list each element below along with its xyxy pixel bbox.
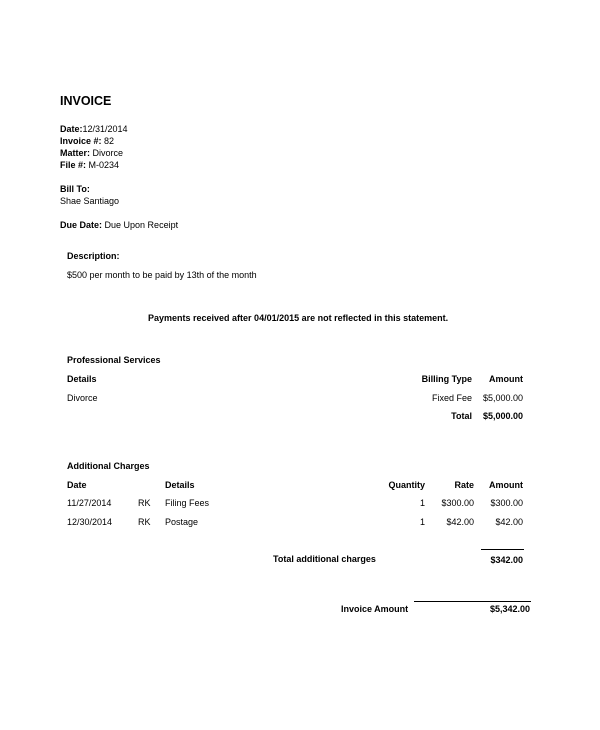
ac-col-amount: Amount	[489, 480, 523, 490]
invoice-amount-rule	[414, 601, 531, 602]
due-date-value: Due Upon Receipt	[104, 220, 179, 230]
invoice-amount-label: Invoice Amount	[341, 604, 409, 614]
ac-row-amount: $300.00	[490, 498, 523, 508]
ps-total-value: $5,000.00	[482, 411, 523, 421]
ac-row-quantity: 1	[419, 517, 425, 527]
matter-value: Divorce	[92, 148, 124, 158]
ac-col-quantity: Quantity	[388, 480, 425, 490]
ac-row-quantity: 1	[419, 498, 425, 508]
payment-notice: Payments received after 04/01/2015 are not reflected in this statement.	[148, 313, 449, 323]
date-label: Date:	[60, 124, 83, 134]
matter-label: Matter:	[60, 148, 91, 158]
ps-row-billing-type: Fixed Fee	[431, 393, 472, 403]
matter-line	[60, 148, 123, 158]
ps-row-details: Divorce	[67, 393, 98, 403]
ac-total-value: $342.00	[490, 555, 523, 565]
ac-row-date: 12/30/2014	[67, 517, 113, 527]
ps-total-label: Total	[451, 411, 472, 421]
ac-col-rate: Rate	[454, 480, 474, 490]
ac-total-label: Total additional charges	[273, 554, 376, 564]
bill-to-name: Shae Santiago	[60, 196, 120, 206]
invoice-title: INVOICE	[60, 94, 112, 108]
ac-col-details: Details	[165, 480, 195, 490]
invoice-number-label: Invoice #:	[60, 136, 102, 146]
file-number-value: M-0234	[88, 160, 120, 170]
invoice-number-line	[60, 136, 114, 146]
additional-charges-heading: Additional Charges	[67, 461, 150, 471]
ac-total-rule	[481, 549, 524, 550]
bill-to-label: Bill To:	[60, 184, 90, 194]
ps-col-amount: Amount	[489, 374, 523, 384]
ac-row-amount: $42.00	[495, 517, 523, 527]
ac-col-date: Date	[67, 480, 87, 490]
date-line	[60, 124, 128, 134]
due-date-line	[60, 220, 178, 230]
ac-row-details: Filing Fees	[165, 498, 210, 508]
file-number-line	[60, 160, 119, 170]
invoice-amount-value: $5,342.00	[489, 604, 530, 614]
ac-row-rate: $42.00	[446, 517, 474, 527]
ps-col-details: Details	[67, 374, 97, 384]
professional-services-heading: Professional Services	[67, 355, 161, 365]
invoice-number-value: 82	[104, 136, 115, 146]
description-text: $500 per month to be paid by 13th of the month	[67, 270, 257, 280]
ps-col-billing-type: Billing Type	[421, 374, 472, 384]
ac-row-date: 11/27/2014	[67, 498, 112, 508]
date-value: 12/31/2014	[82, 124, 128, 134]
file-number-label: File #:	[60, 160, 87, 170]
description-label: Description:	[67, 251, 120, 261]
ac-row-rate: $300.00	[441, 498, 474, 508]
ac-row-initials: RK	[138, 498, 151, 508]
ps-row-amount: $5,000.00	[482, 393, 523, 403]
due-date-label: Due Date:	[60, 220, 103, 230]
ac-row-details: Postage	[165, 517, 199, 527]
ac-row-initials: RK	[138, 517, 151, 527]
